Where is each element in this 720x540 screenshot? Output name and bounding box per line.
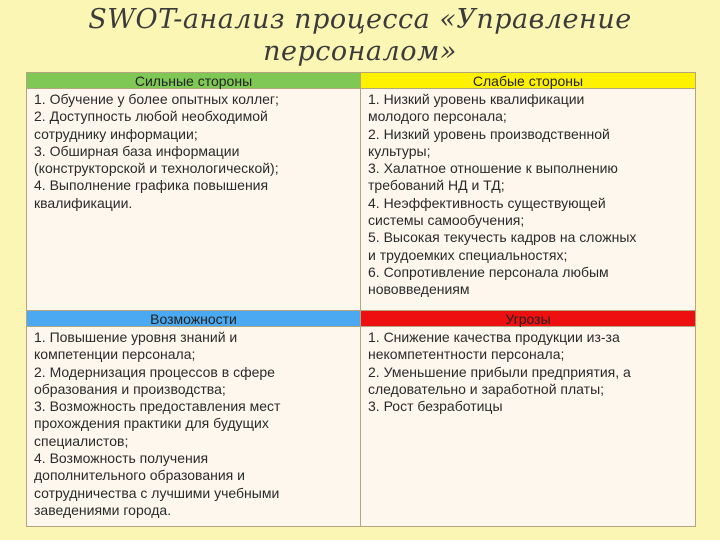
threats-header: Угрозы: [361, 311, 695, 327]
strengths-header: Сильные стороны: [27, 73, 360, 89]
strengths-line: 1. Обучение у более опытных коллег;: [34, 91, 279, 107]
weaknesses-line: 6. Сопротивление персонала любым: [368, 263, 609, 280]
opportunities-line: сотрудничества с лучшими учебными: [34, 484, 280, 501]
opportunities-line: компетенции персонала;: [34, 346, 196, 363]
threats-line: 3. Рост безработицы: [368, 398, 503, 415]
threats-line: некомпетентности персонала;: [368, 346, 565, 363]
strengths-line: 4. Выполнение графика повышения: [34, 177, 269, 194]
strengths-line: 3. Обширная база информации: [34, 142, 240, 159]
strengths-cell: [27, 91, 360, 309]
strengths-line: сотруднику информации;: [34, 125, 198, 142]
strengths-line: 2. Доступность любой необходимой: [34, 108, 268, 125]
opportunities-cell: [27, 329, 360, 525]
weaknesses-line: 2. Низкий уровень производственной: [368, 125, 610, 142]
opportunities-line: 2. Модернизация процессов в сфере: [34, 363, 275, 380]
weaknesses-line: 3. Халатное отношение к выполнению: [368, 160, 618, 177]
opportunities-line: образования и производства;: [34, 380, 226, 397]
weaknesses-line: 1. Низкий уровень квалификации: [368, 91, 585, 107]
weaknesses-cell: [361, 91, 695, 309]
weaknesses-line: и трудоемких специальностях;: [368, 246, 568, 263]
weaknesses-line: системы самообучения;: [368, 212, 525, 229]
weaknesses-line: 5. Высокая текучесть кадров на сложных: [368, 229, 637, 246]
weaknesses-line: культуры;: [368, 142, 431, 159]
opportunities-header: Возможности: [27, 311, 360, 327]
threats-line: следовательно и заработной платы;: [368, 380, 605, 397]
opportunities-line: заведениями города.: [34, 501, 172, 518]
title-line-2: персоналом»: [263, 36, 457, 67]
weaknesses-line: требований НД и ТД;: [368, 177, 505, 194]
opportunities-line: 1. Повышение уровня знаний и: [34, 329, 238, 345]
title-line-1: SWOT-анализ процесса «Управление: [88, 4, 632, 35]
threats-cell: [361, 329, 695, 525]
strengths-line: (конструкторской и технологической);: [34, 160, 279, 177]
weaknesses-line: нововведениям: [368, 281, 470, 298]
opportunities-line: специалистов;: [34, 432, 129, 449]
strengths-line: квалификации.: [34, 194, 133, 211]
weaknesses-line: молодого персонала;: [368, 108, 507, 125]
threats-line: 2. Уменьшение прибыли предприятия, а: [368, 363, 631, 380]
opportunities-line: 3. Возможность предоставления мест: [34, 398, 281, 415]
opportunities-line: дополнительного образования и: [34, 467, 245, 484]
opportunities-line: прохождения практики для будущих: [34, 415, 269, 432]
weaknesses-line: 4. Неэффективность существующей: [368, 194, 606, 211]
opportunities-line: 4. Возможность получения: [34, 450, 209, 467]
swot-table: [26, 72, 696, 527]
weaknesses-header: Слабые стороны: [361, 73, 695, 89]
threats-line: 1. Снижение качества продукции из-за: [368, 329, 620, 345]
page-title: [0, 4, 720, 68]
